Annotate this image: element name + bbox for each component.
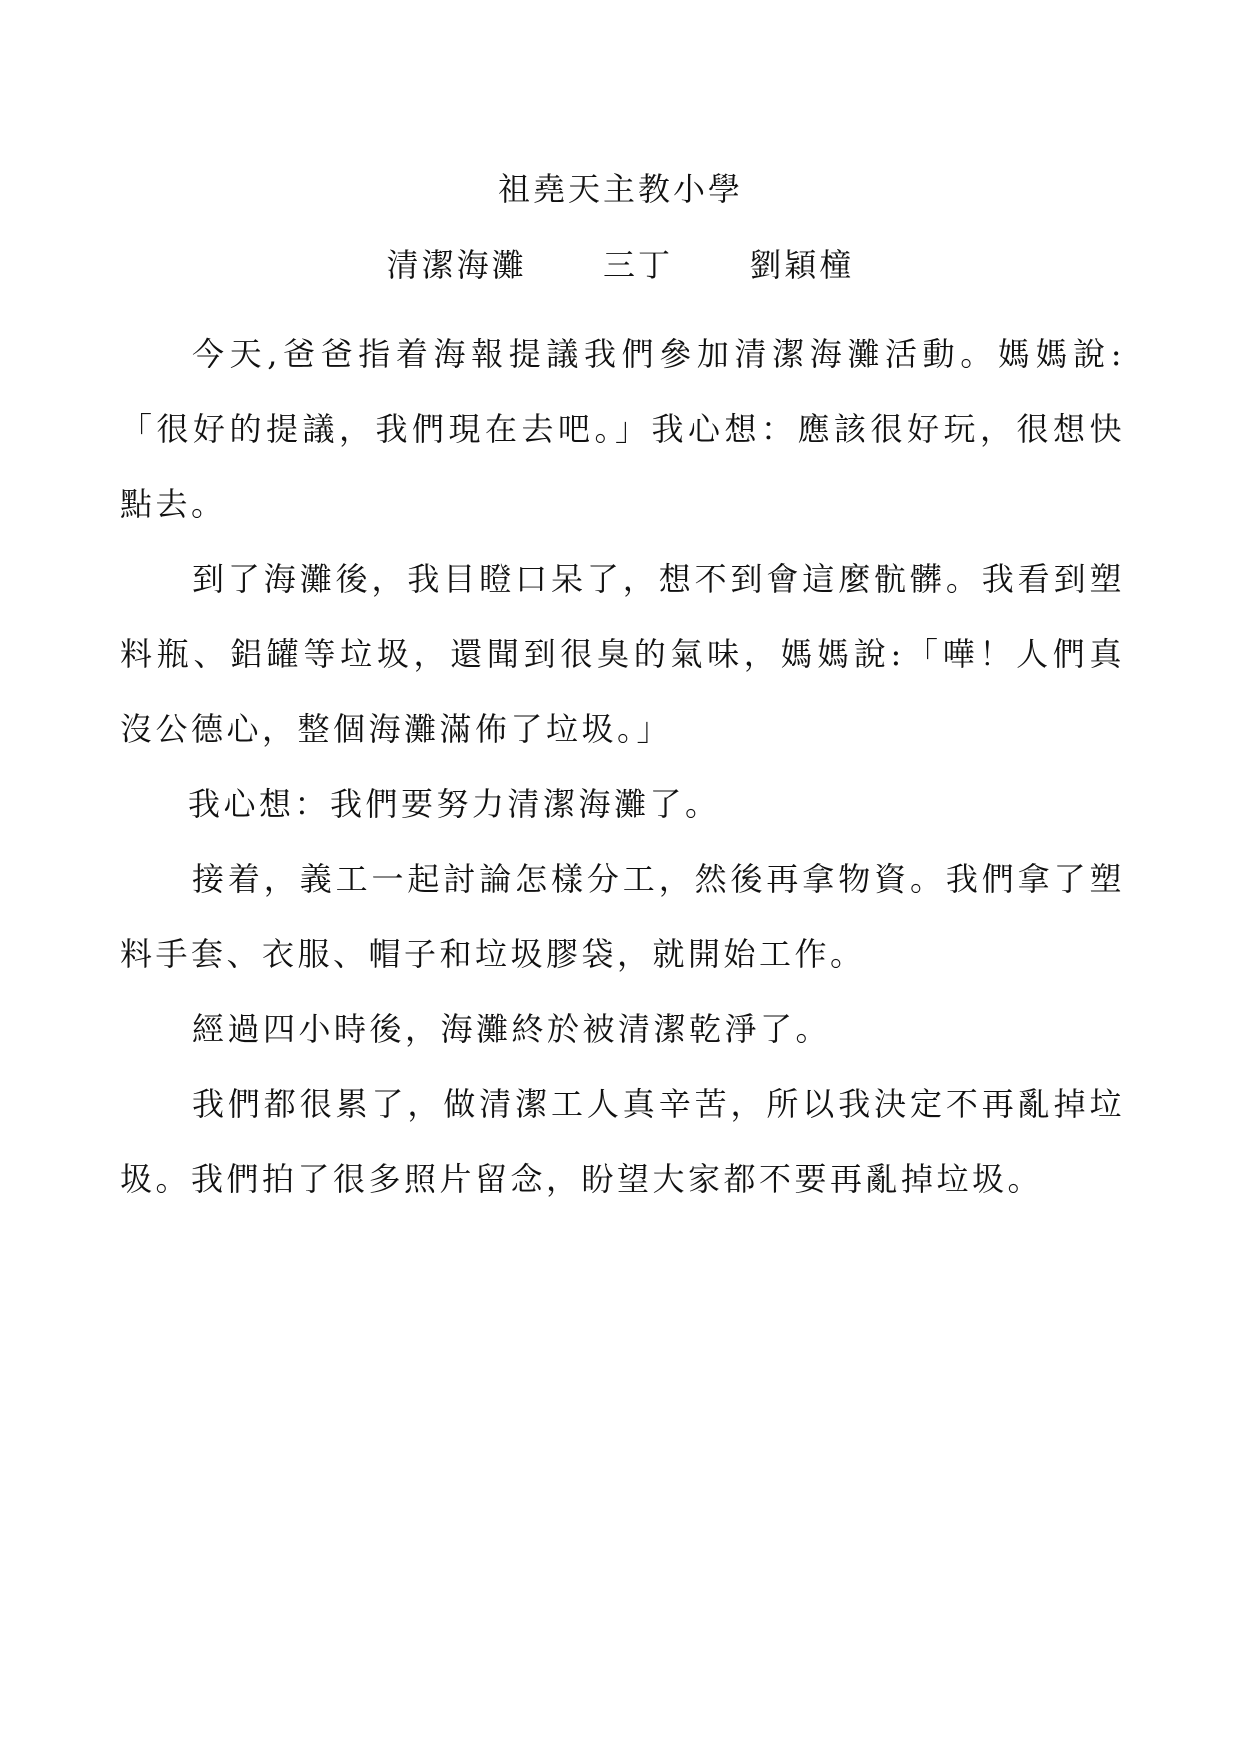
essay-title: 清潔海灘 [386,246,527,284]
paragraph-1: 今天,爸爸指着海報提議我們參加清潔海灘活動。媽媽說:「很好的提議，我們現在去吧。」我心想：應該很好玩，很想快點去。 [120,335,1125,523]
paragraph-2: 到了海灘後，我目瞪口呆了，想不到會這麼骯髒。我看到塑料瓶、鋁罐等垃圾，還聞到很臭的氣味，媽媽說:「嘩！人們真沒公德心，整個海灘滿佈了垃圾。」 [120,560,1125,748]
paragraph-5: 經過四小時後，海灘終於被清潔乾淨了。 [192,1010,832,1048]
paragraph-4: 接着，義工一起討論怎樣分工，然後再拿物資。我們拿了塑料手套、衣服、帽子和垃圾膠袋，就開始工作。 [120,860,1125,973]
author-name: 劉穎橦 [749,246,855,284]
essay-title-line [0,240,1241,286]
essay-body [120,317,1125,1217]
class-name: 三丁 [602,246,673,284]
paragraph-3: 我心想：我們要努力清潔海灘了。 [188,785,721,823]
school-name: 祖堯天主教小學 [497,170,743,208]
paragraph-6: 我們都很累了，做清潔工人真辛苦，所以我決定不再亂掉垃圾。我們拍了很多照片留念，盼望大家都不要再亂掉垃圾。 [120,1085,1125,1198]
